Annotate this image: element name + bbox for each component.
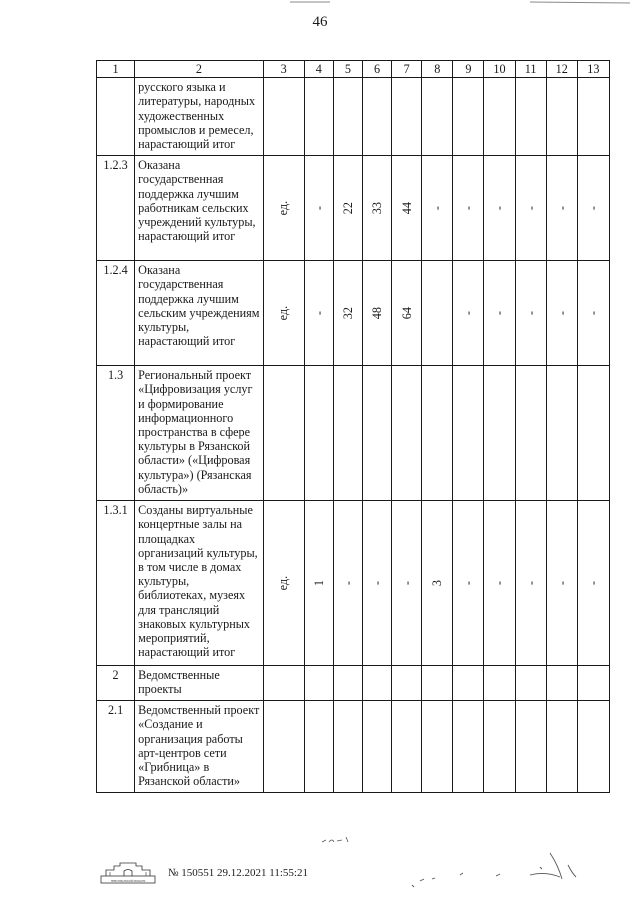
value-cell [363, 366, 392, 501]
value-cell [392, 78, 422, 156]
value-cell [546, 366, 577, 501]
value-cell [484, 366, 515, 501]
row-name: Оказана государственная поддержка лучшим сельским учреждениям культуры, нарастающий итог [135, 261, 264, 366]
value-cell: - [392, 501, 422, 666]
unit-cell [263, 78, 304, 156]
value-cell [304, 666, 333, 701]
value-cell: - [546, 156, 577, 261]
value-cell [515, 366, 546, 501]
value-cell [333, 78, 362, 156]
value-cell [546, 78, 577, 156]
unit-value: ед. [276, 200, 291, 216]
value-cell [363, 701, 392, 793]
value-cell [304, 701, 333, 793]
value-cell: - [484, 156, 515, 261]
indicators-table [96, 60, 610, 793]
unit-value: ед. [276, 575, 291, 591]
table-row [97, 156, 610, 261]
value-cell: - [577, 261, 609, 366]
value-cell [577, 78, 609, 156]
header-cell: 3 [263, 61, 304, 78]
value-cell: - [546, 501, 577, 666]
value-cell [453, 701, 484, 793]
value-cell [515, 701, 546, 793]
value-cell [333, 701, 362, 793]
value-cell [515, 78, 546, 156]
unit-cell [263, 501, 304, 666]
table-row [97, 701, 610, 793]
value-cell [484, 701, 515, 793]
value-cell: 3 [422, 501, 453, 666]
value-cell: 48 [363, 261, 392, 366]
table-row [97, 501, 610, 666]
value-cell [577, 366, 609, 501]
handwritten-mark-icon [320, 830, 360, 846]
value-cell [484, 78, 515, 156]
unit-cell [263, 366, 304, 501]
row-name: Созданы виртуальные концертные залы на площадках организаций культуры, в том числе в домах культуры, библиотеках, музеях для трансляций знаковых культурных мероприятий, нарастающий итог [135, 501, 264, 666]
value-cell: - [453, 501, 484, 666]
value-cell [453, 78, 484, 156]
unit-cell [263, 261, 304, 366]
header-cell: 4 [304, 61, 333, 78]
value-cell: - [304, 156, 333, 261]
unit-cell [263, 701, 304, 793]
value-cell [304, 366, 333, 501]
value-cell: - [484, 261, 515, 366]
table-row [97, 78, 610, 156]
row-name: Ведомственные проекты [135, 666, 264, 701]
row-name: Региональный проект «Цифровизация услуг и формирование информационного пространства в сфере культуры в Рязанской области» («Цифровая культура») (Рязанская область)» [135, 366, 264, 501]
value-cell [422, 366, 453, 501]
value-cell [577, 701, 609, 793]
value-cell [515, 666, 546, 701]
header-row [97, 61, 610, 78]
header-cell: 11 [515, 61, 546, 78]
value-cell: - [453, 261, 484, 366]
value-cell: - [453, 156, 484, 261]
document-registration-number: № 150551 29.12.2021 11:55:21 [168, 867, 308, 879]
row-number [97, 78, 135, 156]
value-cell [453, 666, 484, 701]
unit-cell [263, 666, 304, 701]
value-cell [546, 701, 577, 793]
value-cell [422, 666, 453, 701]
header-cell: 1 [97, 61, 135, 78]
value-cell [392, 366, 422, 501]
value-cell: 32 [333, 261, 362, 366]
value-cell [546, 666, 577, 701]
header-cell: 7 [392, 61, 422, 78]
header-cell: 10 [484, 61, 515, 78]
table-row [97, 261, 610, 366]
row-number: 1.2.4 [97, 261, 135, 366]
header-cell: 2 [135, 61, 264, 78]
value-cell [304, 78, 333, 156]
value-cell: 1 [304, 501, 333, 666]
value-cell: 33 [363, 156, 392, 261]
value-cell: - [577, 156, 609, 261]
value-cell [363, 78, 392, 156]
value-cell: 44 [392, 156, 422, 261]
row-name: Ведомственный проект «Создание и организация работы арт-центров сети «Грибница» в Рязанской области» [135, 701, 264, 793]
value-cell [484, 666, 515, 701]
header-cell: 6 [363, 61, 392, 78]
row-number: 1.2.3 [97, 156, 135, 261]
value-cell: - [515, 261, 546, 366]
row-number: 1.3 [97, 366, 135, 501]
value-cell: - [333, 501, 362, 666]
header-cell: 9 [453, 61, 484, 78]
value-cell [422, 78, 453, 156]
signature-scribble-icon [400, 845, 600, 890]
row-number: 2 [97, 666, 135, 701]
row-name: русского языка и литературы, народных художественных промыслов и ремесел, нарастающий итог [135, 78, 264, 156]
unit-value: ед. [276, 305, 291, 321]
value-cell [422, 261, 453, 366]
value-cell [333, 366, 362, 501]
page-number: 46 [312, 14, 328, 30]
header-cell: 8 [422, 61, 453, 78]
value-cell: 64 [392, 261, 422, 366]
value-cell: - [577, 501, 609, 666]
value-cell [453, 366, 484, 501]
value-cell: - [363, 501, 392, 666]
scan-edge-artifact-icon [290, 0, 630, 6]
unit-cell [263, 156, 304, 261]
value-cell [333, 666, 362, 701]
value-cell: - [304, 261, 333, 366]
table-row [97, 366, 610, 501]
header-cell: 5 [333, 61, 362, 78]
svg-text:ГЕРБ РЯЗАНСКОЙ ОБЛАСТИ: ГЕРБ РЯЗАНСКОЙ ОБЛАСТИ [110, 880, 146, 883]
header-cell: 12 [546, 61, 577, 78]
coat-of-arms-stamp-icon [100, 862, 156, 884]
header-cell: 13 [577, 61, 609, 78]
value-cell: - [484, 501, 515, 666]
value-cell [577, 666, 609, 701]
value-cell: - [422, 156, 453, 261]
value-cell [392, 701, 422, 793]
value-cell [392, 666, 422, 701]
value-cell: 22 [333, 156, 362, 261]
row-name: Оказана государственная поддержка лучшим работникам сельских учреждений культуры, нарастающий итог [135, 156, 264, 261]
value-cell [363, 666, 392, 701]
row-number: 1.3.1 [97, 501, 135, 666]
value-cell [422, 701, 453, 793]
table-row [97, 666, 610, 701]
value-cell: - [515, 501, 546, 666]
value-cell: - [515, 156, 546, 261]
value-cell: - [546, 261, 577, 366]
row-number: 2.1 [97, 701, 135, 793]
